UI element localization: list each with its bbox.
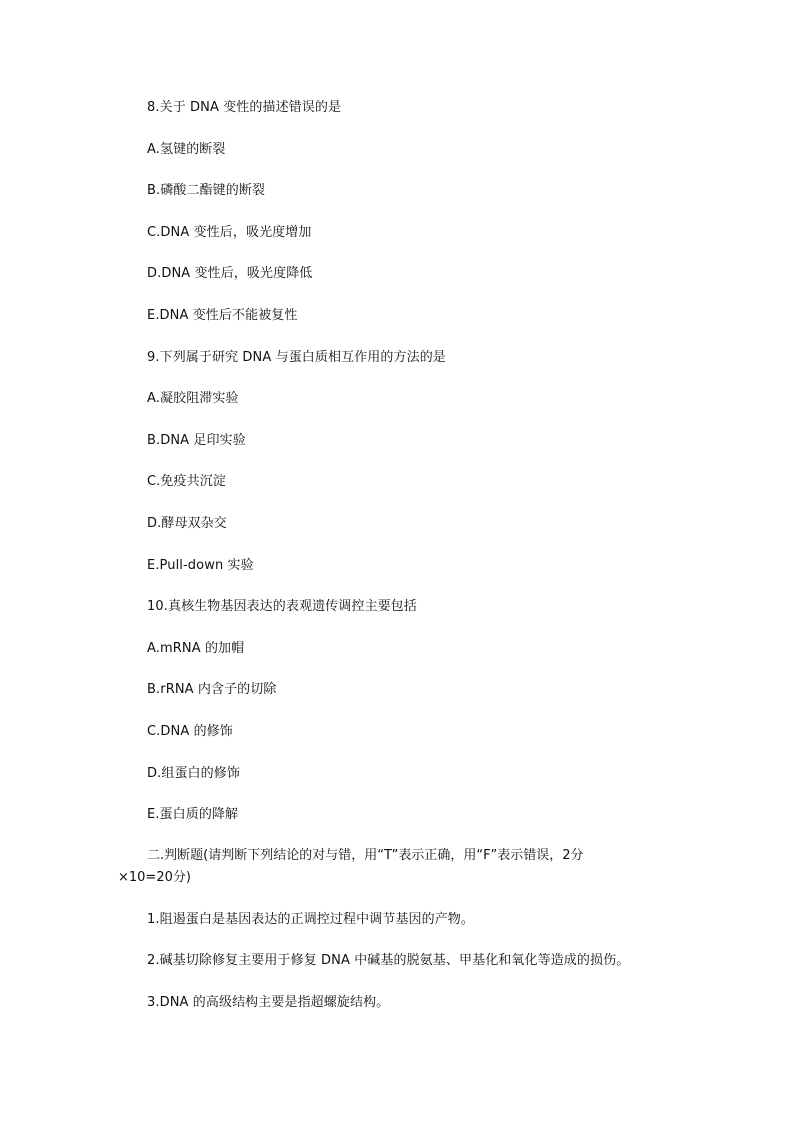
question-8-option-d: D.DNA 变性后，吸光度降低 — [147, 266, 313, 281]
question-8-stem: 8.关于 DNA 变性的描述错误的是 — [147, 100, 342, 115]
question-8-option-a: A.氢键的断裂 — [147, 142, 226, 157]
question-9-stem: 9.下列属于研究 DNA 与蛋白质相互作用的方法的是 — [147, 350, 446, 365]
question-8-option-e: E.DNA 变性后不能被复性 — [147, 308, 298, 323]
question-10-option-d: D.组蛋白的修饰 — [147, 766, 240, 781]
section-2-heading-line-2: ×10=20分) — [118, 870, 191, 885]
question-9-option-d: D.酵母双杂交 — [147, 516, 227, 531]
question-9-option-e: E.Pull-down 实验 — [147, 558, 254, 573]
judgment-item-1: 1.阻遏蛋白是基因表达的正调控过程中调节基因的产物。 — [147, 912, 475, 927]
section-2-heading-line-1: 二.判断题(请判断下列结论的对与错，用“T”表示正确，用“F”表示错误，2分 — [147, 848, 584, 863]
question-9-option-b: B.DNA 足印实验 — [147, 433, 246, 448]
question-8-option-c: C.DNA 变性后，吸光度增加 — [147, 225, 312, 240]
question-9-option-c: C.免疫共沉淀 — [147, 474, 226, 489]
section-2-heading — [118, 845, 658, 889]
question-10-option-a: A.mRNA 的加帽 — [147, 641, 245, 656]
question-10-option-c: C.DNA 的修饰 — [147, 724, 233, 739]
question-10-option-e: E.蛋白质的降解 — [147, 807, 239, 822]
question-10-stem: 10.真核生物基因表达的表观遗传调控主要包括 — [147, 599, 417, 614]
judgment-item-3: 3.DNA 的高级结构主要是指超螺旋结构。 — [147, 995, 390, 1010]
question-8-option-b: B.磷酸二酯键的断裂 — [147, 183, 266, 198]
question-9-option-a: A.凝胶阻滞实验 — [147, 391, 239, 406]
question-10-option-b: B.rRNA 内含子的切除 — [147, 682, 277, 697]
judgment-item-2: 2.碱基切除修复主要用于修复 DNA 中碱基的脱氨基、甲基化和氧化等造成的损伤。 — [147, 953, 630, 968]
